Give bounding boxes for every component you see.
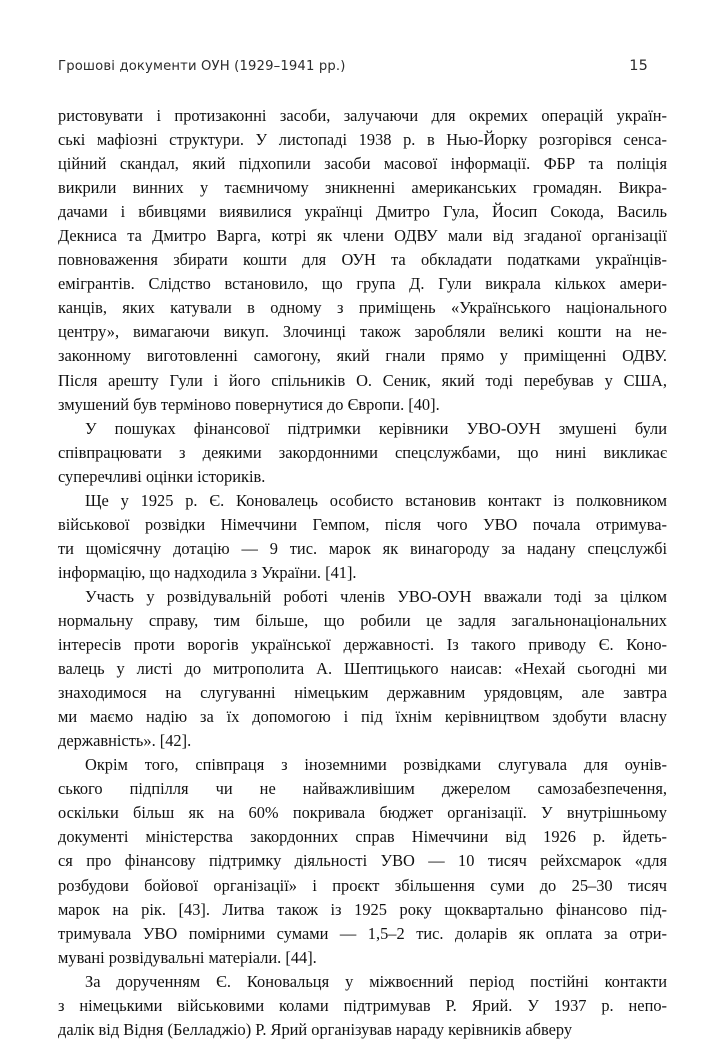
text-line: оскільки більш як на 60% покривала бюджет організації. У внутрішньому <box>58 803 667 823</box>
text-line: державність». [42]. <box>58 731 192 751</box>
paragraph <box>58 489 667 585</box>
text-line: ся про фінансову підтримку діяльності УВО — 10 тисяч рейхсмарок «для <box>58 851 667 871</box>
text-line: документі міністерства закордонних справ Німеччини від 1926 р. йдеть- <box>58 827 667 847</box>
text-line: тримувала УВО помірними сумами — 1,5–2 тис. доларів як оплата за отри- <box>58 923 667 943</box>
running-head-title: Грошові документи ОУН (1929–1941 рр.) <box>58 59 346 74</box>
page-number: 15 <box>629 58 648 74</box>
text-line: інформацію, що надходила з України. [41]. <box>58 562 357 582</box>
text-line: дачами і вбивцями виявилися українці Дмитро Гула, Йосип Сокода, Василь <box>58 202 667 222</box>
text-line: Окрім того, співпраця з іноземними розвідками слугувала для оунів- <box>85 755 667 775</box>
running-head <box>58 58 648 82</box>
text-line: співпрацювати з деякими закордонними спецслужбами, що нині викликає <box>58 442 667 462</box>
body-text-block <box>58 104 667 1042</box>
text-line: нормальну справу, тим більше, що робили це задля загальнонаціональних <box>58 610 667 630</box>
text-line: ми маємо надію за їх допомогою і під їхнім керівництвом здобути власну <box>58 707 667 727</box>
text-line: канців, яких катували в одному з приміщень «Українського національного <box>58 298 667 318</box>
text-line: ські мафіозні структури. У листопаді 1938 р. в Нью-Йорку розгорівся сенса- <box>58 130 667 150</box>
text-line: марок на рік. [43]. Литва також із 1925 року щоквартально фінансово під- <box>58 899 667 919</box>
text-line: ського підпілля чи не найважливішим джерелом самозабезпечення, <box>58 779 667 799</box>
text-line: військової розвідки Німеччини Гемпом, після чого УВО почала отримува- <box>58 514 667 534</box>
text-line: Ще у 1925 р. Є. Коновалець особисто встановив контакт із полковником <box>85 490 667 510</box>
text-line: законному виготовленні самогону, який гнали прямо у приміщенні ОДВУ. <box>58 346 667 366</box>
text-line: суперечливі оцінки істориків. <box>58 466 266 486</box>
text-line: з німецькими військовими колами підтримував Р. Ярий. У 1937 р. непо- <box>58 995 667 1015</box>
text-line: мувані розвідувальні матеріали. [44]. <box>58 947 317 967</box>
text-line: Участь у розвідувальній роботі членів УВО-ОУН вважали тоді за цілком <box>85 586 667 606</box>
text-line: викрили винних у таємничому зникненні американських громадян. Викра- <box>58 178 667 198</box>
text-line: ти щомісячну дотацію — 9 тис. марок як винагороду за надану спецслужбі <box>58 538 667 558</box>
text-line: Декниса та Дмитро Варга, котрі як члени ОДВУ мали від згаданої організації <box>58 226 667 246</box>
paragraph <box>58 417 667 489</box>
text-line: ційний скандал, який підхопили засоби масової інформації. ФБР та поліція <box>58 154 667 174</box>
text-line: У пошуках фінансової підтримки керівники УВО-ОУН змушені були <box>85 418 667 438</box>
text-line: емігрантів. Слідство встановило, що група Д. Гули викрала кількох амери- <box>58 274 667 294</box>
text-line: розбудови бойової організації» і проєкт збільшення суми до 25–30 тисяч <box>58 875 667 895</box>
text-line: Після арешту Гули і його спільників О. Сеник, який тоді перебував у США, <box>58 370 667 390</box>
paragraph <box>58 753 667 969</box>
text-line: знаходимося на слугуванні німецьким державним урядовцям, але завтра <box>58 683 667 703</box>
text-line: далік від Відня (Белладжіо) Р. Ярий організував нараду керівників абверу <box>58 1019 573 1039</box>
paragraph <box>58 585 667 753</box>
text-line: валець у листі до митрополита А. Шептицького наисав: «Нехай сьогодні ми <box>58 659 667 679</box>
paragraph <box>58 104 667 417</box>
text-line: інтересів проти ворогів української державності. Із такого приводу Є. Коно- <box>58 635 667 655</box>
text-line: За дорученням Є. Коновальця у міжвоєнний період постійні контакти <box>85 971 667 991</box>
paragraph <box>58 970 667 1042</box>
text-line: ристовувати і протизаконні засоби, залучаючи для окремих операцій україн- <box>58 106 667 125</box>
text-line: повноваження збирати кошти для ОУН та обкладати податками українців- <box>58 250 667 270</box>
text-line: змушений був терміново повернутися до Європи. [40]. <box>58 394 440 414</box>
text-line: центру», вимагаючи викуп. Злочинці також заробляли великі кошти на не- <box>58 322 667 342</box>
